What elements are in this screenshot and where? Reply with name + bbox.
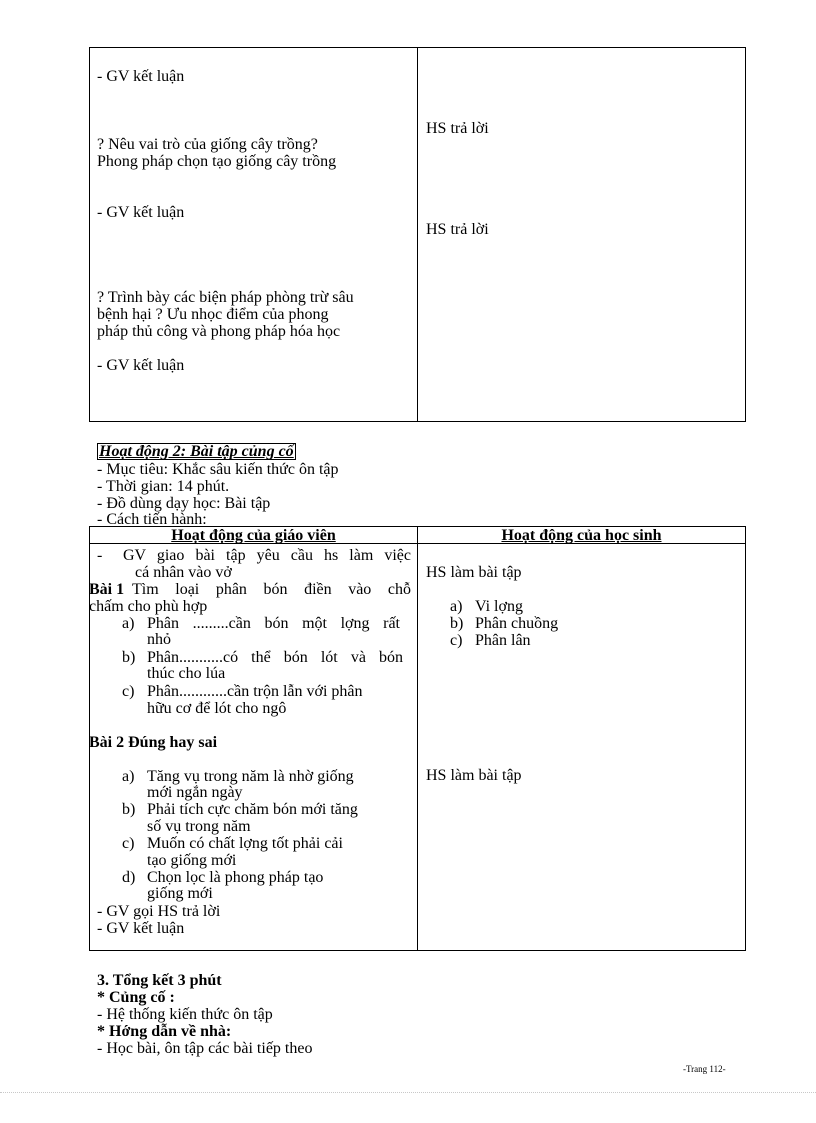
intro-line: cá nhân vào vở bbox=[135, 564, 232, 581]
exercise-2-item: mới ngắn ngày bbox=[147, 784, 243, 801]
intro-line: GV giao bài tập yêu cầu hs làm việc bbox=[123, 547, 411, 564]
t1-teacher-line: - GV kết luận bbox=[97, 68, 185, 85]
t1-teacher-line: ? Trình bày các biện pháp phòng trừ sâu bbox=[97, 289, 354, 306]
exercise-1-item: hữu cơ để lót cho ngô bbox=[147, 700, 287, 717]
student-column-header: Hoạt động của học sinh bbox=[501, 527, 662, 544]
t1-teacher-line: ? Nêu vai trò của giống cây trồng? bbox=[97, 136, 318, 153]
exercise-2-item: Muốn có chất lợng tốt phải cải bbox=[147, 835, 343, 852]
student-task: HS làm bài tập bbox=[426, 564, 522, 581]
t1-teacher-line: Phong pháp chọn tạo giống cây trồng bbox=[97, 153, 337, 170]
activity-2-heading bbox=[97, 443, 296, 460]
student-answer: Vi lợng bbox=[475, 598, 523, 615]
closing-line: - GV gọi HS trả lời bbox=[97, 903, 221, 920]
table-2-divider bbox=[417, 526, 418, 951]
exercise-2-label: Bài 2 Đúng hay sai bbox=[89, 734, 218, 751]
exercise-1-marker: b) bbox=[122, 649, 136, 666]
homework-heading: * Hớng dẫn về nhà: bbox=[97, 1023, 232, 1040]
page-bottom-border bbox=[0, 1092, 816, 1093]
closing-line: - GV kết luận bbox=[97, 920, 185, 937]
page-number: -Trang 112- bbox=[683, 1064, 726, 1074]
t1-teacher-line: - GV kết luận bbox=[97, 357, 185, 374]
review-heading: * Củng cố : bbox=[97, 989, 175, 1006]
review-line: - Hệ thống kiến thức ôn tập bbox=[97, 1006, 273, 1023]
activity-2-line: - Mục tiêu: Khắc sâu kiến thức ôn tập bbox=[97, 461, 339, 478]
activity-2-line: - Cách tiến hành: bbox=[97, 511, 207, 528]
exercise-1-prompt: Tìm loại phân bón điền vào chỗ bbox=[132, 581, 411, 598]
teacher-column-header: Hoạt động của giáo viên bbox=[171, 527, 336, 544]
exercise-2-marker: a) bbox=[122, 768, 135, 785]
student-answer-marker: b) bbox=[450, 615, 464, 632]
homework-line: - Học bài, ôn tập các bài tiếp theo bbox=[97, 1040, 313, 1057]
exercise-2-marker: c) bbox=[122, 835, 135, 852]
student-answer: Phân lân bbox=[475, 632, 531, 649]
exercise-2-item: giống mới bbox=[147, 885, 213, 902]
summary-heading: 3. Tổng kết 3 phút bbox=[97, 972, 222, 989]
exercise-1-item: nhỏ bbox=[147, 631, 171, 648]
exercise-2-item: Phải tích cực chăm bón mới tăng bbox=[147, 801, 358, 818]
exercise-2-marker: d) bbox=[122, 869, 136, 886]
exercise-2-item: Chọn lọc là phong pháp tạo bbox=[147, 869, 324, 886]
student-answer-marker: c) bbox=[450, 632, 463, 649]
t1-student-line: HS trả lời bbox=[426, 221, 489, 238]
table-1-divider bbox=[417, 47, 418, 422]
activity-2-line: - Đồ dùng dạy học: Bài tập bbox=[97, 495, 271, 512]
student-answer-marker: a) bbox=[450, 598, 463, 615]
exercise-1-prompt: chấm cho phù hợp bbox=[89, 598, 208, 615]
exercise-2-item: Tăng vụ trong năm là nhờ giống bbox=[147, 768, 354, 785]
t1-teacher-line: bệnh hại ? Ưu nhọc điểm của phong bbox=[97, 306, 329, 323]
intro-dash: - bbox=[97, 547, 103, 564]
student-answer: Phân chuồng bbox=[475, 615, 559, 632]
exercise-1-item: Phân...........có thể bón lót và bón bbox=[147, 649, 403, 666]
student-task: HS làm bài tập bbox=[426, 767, 522, 784]
exercise-1-marker: c) bbox=[122, 683, 135, 700]
t1-teacher-line: pháp thủ công và phong pháp hóa học bbox=[97, 323, 341, 340]
exercise-1-marker: a) bbox=[122, 615, 135, 632]
exercise-2-item: số vụ trong năm bbox=[147, 818, 251, 835]
exercise-1-label: Bài 1 bbox=[89, 581, 125, 598]
exercise-2-marker: b) bbox=[122, 801, 136, 818]
activity-2-line: - Thời gian: 14 phút. bbox=[97, 478, 230, 495]
activity-2-heading-text: Hoạt động 2: Bài tập củng cố bbox=[99, 443, 294, 460]
exercise-2-item: tạo giống mới bbox=[147, 852, 237, 869]
exercise-1-item: thúc cho lúa bbox=[147, 665, 226, 682]
exercise-1-item: Phân............cần trộn lẫn với phân bbox=[147, 683, 363, 700]
t1-student-line: HS trả lời bbox=[426, 120, 489, 137]
t1-teacher-line: - GV kết luận bbox=[97, 204, 185, 221]
exercise-1-item: Phân .........cần bón một lợng rất bbox=[147, 615, 400, 632]
